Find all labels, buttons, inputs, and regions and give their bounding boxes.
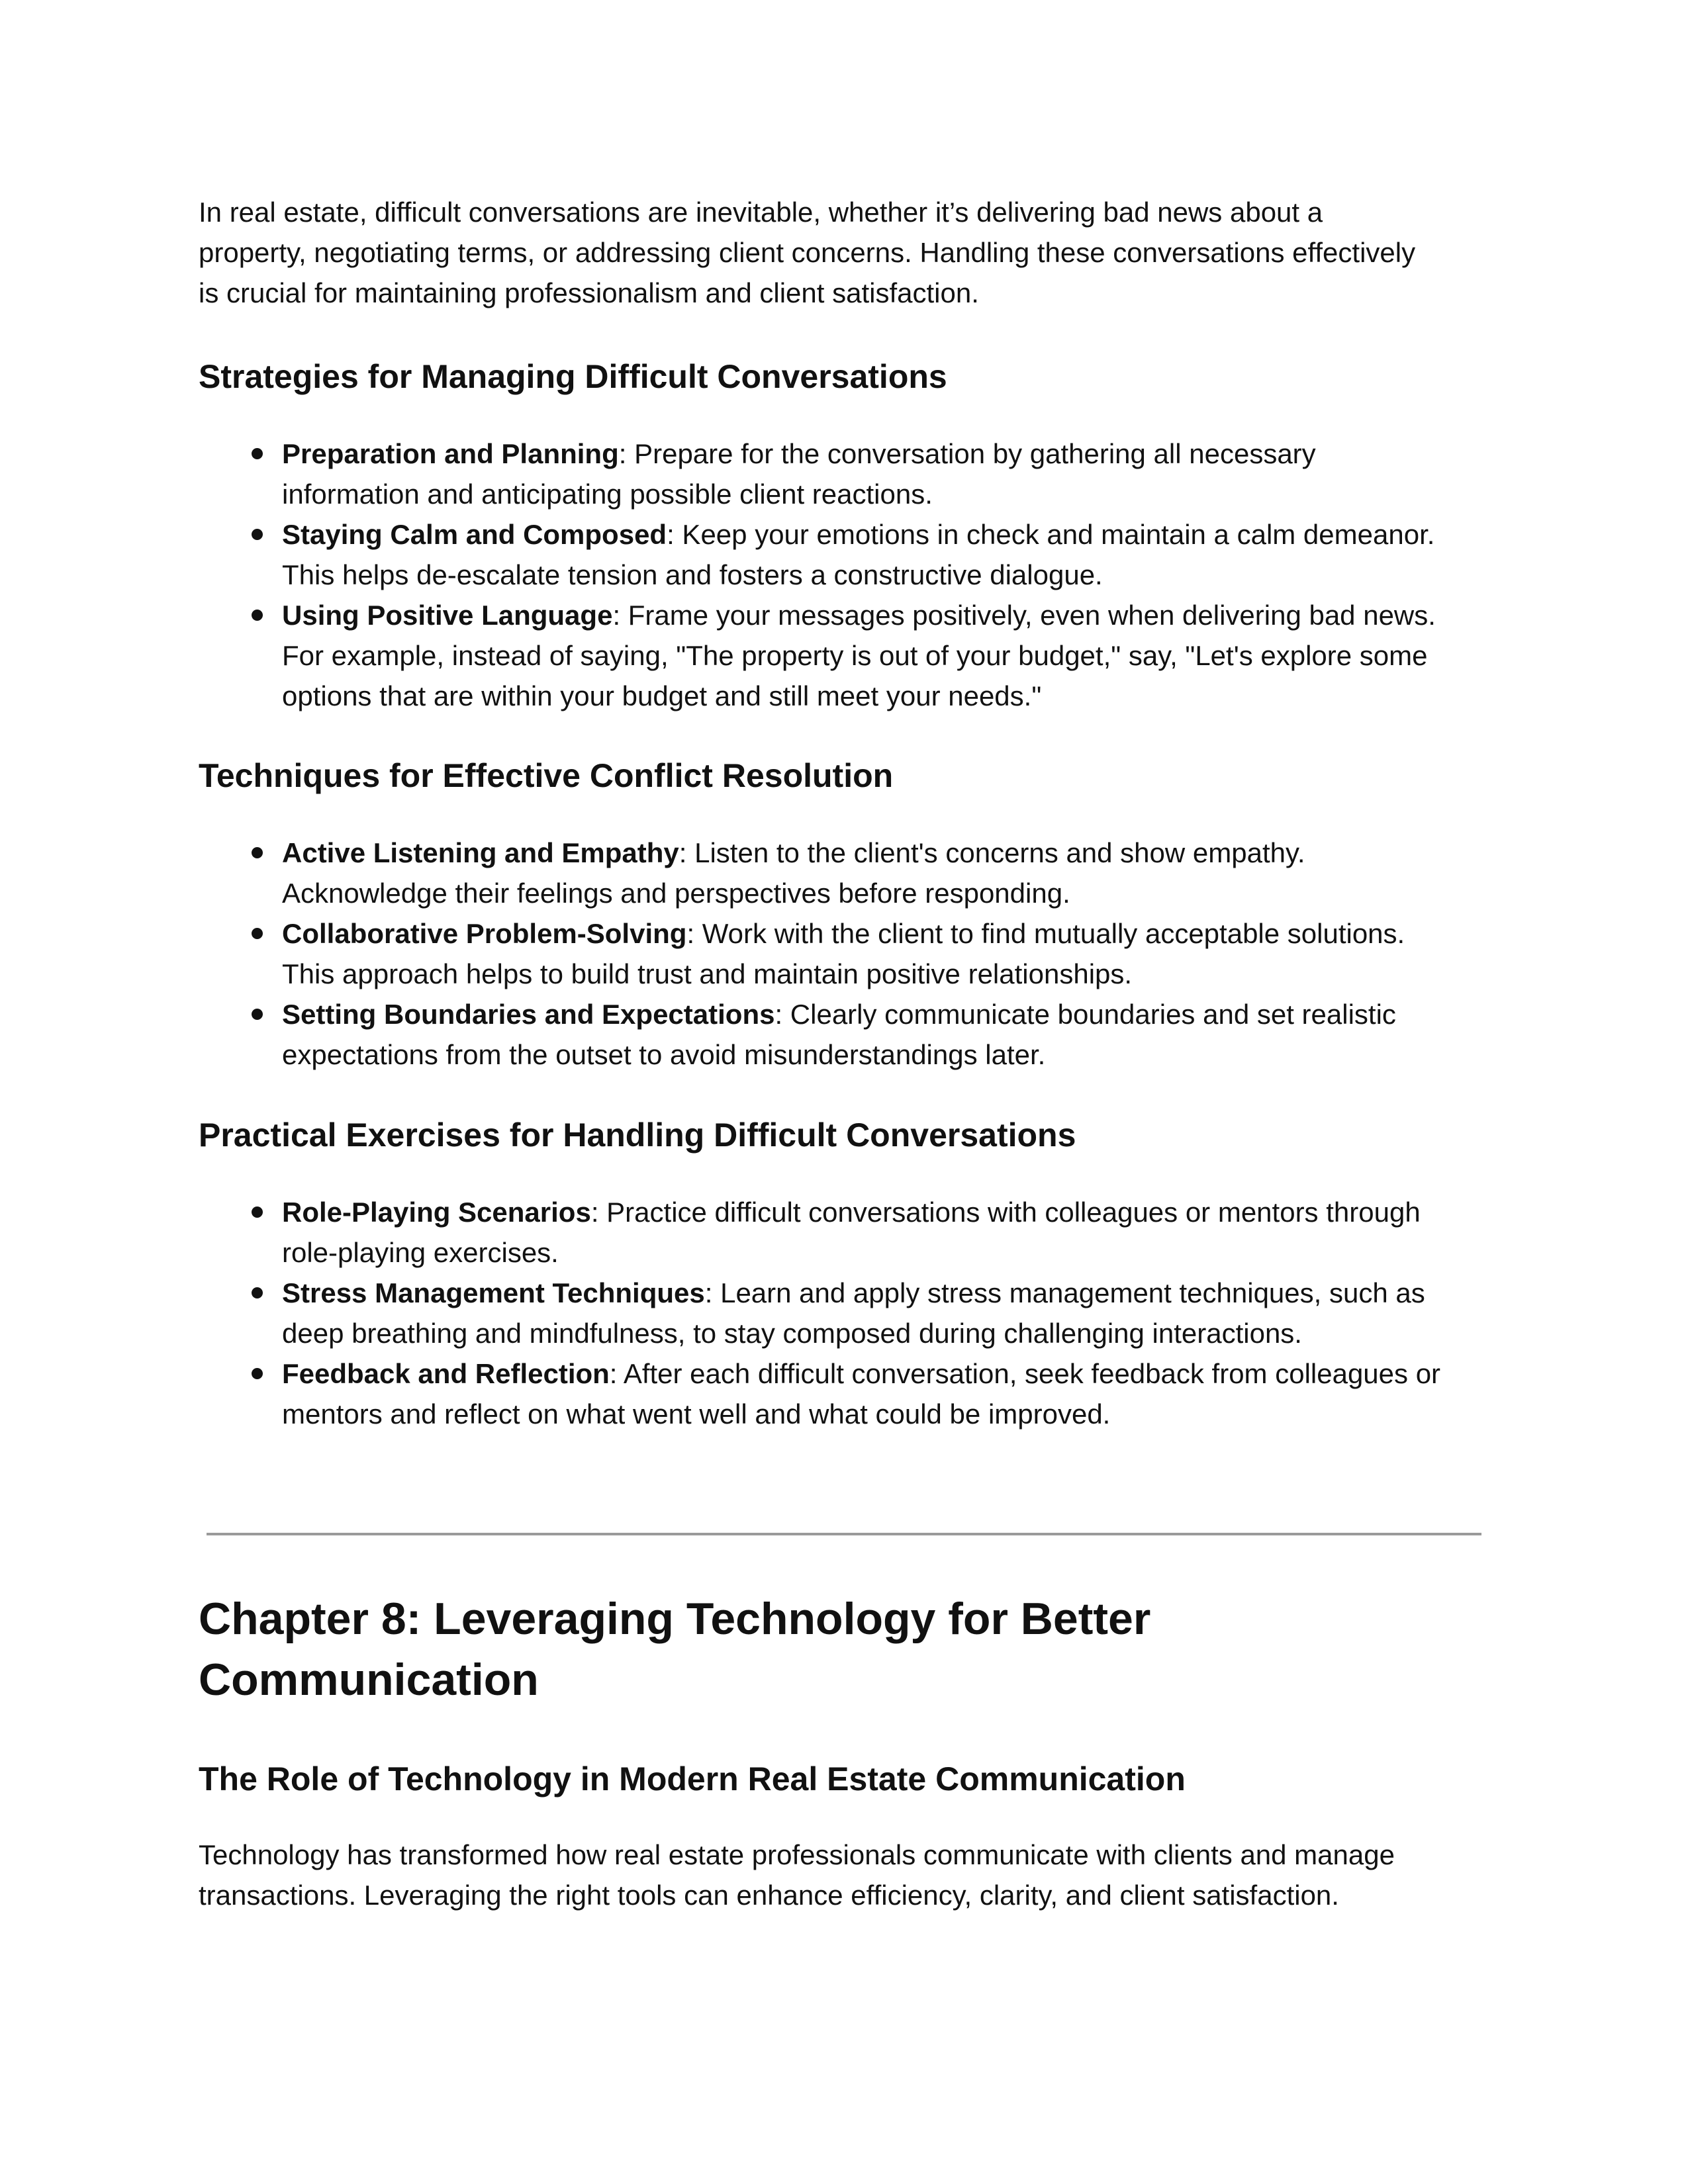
list-item	[199, 833, 1456, 913]
item-text: : Clearly communicate boundaries and set realistic expectations from the outset to avoid misunderstandings later.	[282, 999, 1396, 1070]
item-text: : Listen to the client's concerns and show empathy. Acknowledge their feelings and perspectives before responding.	[282, 837, 1305, 909]
list-item	[199, 514, 1456, 595]
exercises-list	[199, 1192, 1456, 1434]
bullet-icon	[252, 1287, 263, 1298]
item-text: : Learn and apply stress management techniques, such as deep breathing and mindfulness, to stay composed during challenging interactions.	[282, 1277, 1425, 1349]
item-text: : Work with the client to find mutually acceptable solutions. This approach helps to build trust and maintain positive relationships.	[282, 918, 1405, 989]
item-term: Active Listening and Empathy	[282, 837, 679, 868]
strategies-list	[199, 433, 1456, 716]
horizontal-divider	[207, 1533, 1481, 1535]
bullet-icon	[252, 1368, 263, 1379]
bullet-icon	[252, 529, 263, 540]
list-item	[199, 1192, 1456, 1273]
item-term: Feedback and Reflection	[282, 1358, 610, 1389]
section-heading-techniques: Techniques for Effective Conflict Resolution	[199, 757, 894, 794]
section-heading-exercises: Practical Exercises for Handling Difficult Conversations	[199, 1116, 1076, 1154]
item-text: : Keep your emotions in check and maintain a calm demeanor. This helps de-escalate tension and fosters a constructive dialogue.	[282, 519, 1435, 590]
item-text: : After each difficult conversation, seek feedback from colleagues or mentors and reflect on what went well and what could be improved.	[282, 1358, 1441, 1430]
list-item	[199, 595, 1456, 716]
list-item	[199, 1353, 1456, 1434]
list-item	[199, 994, 1456, 1075]
chapter-title: Chapter 8: Leveraging Technology for Better Communication	[199, 1594, 1151, 1705]
chapter-paragraph: Technology has transformed how real estate professionals communicate with clients and manage transactions. Leveraging the right tools can enhance efficiency, clarity, and client satisfaction.	[199, 1839, 1395, 1911]
intro-paragraph: In real estate, difficult conversations are inevitable, whether it’s delivering bad news about a property, negotiating terms, or addressing client concerns. Handling these conversations effectively is crucial for maintaining professionalism and client satisfaction.	[199, 197, 1416, 308]
item-term: Role-Playing Scenarios	[282, 1197, 591, 1228]
bullet-icon	[252, 610, 263, 621]
item-term: Preparation and Planning	[282, 438, 619, 469]
list-item	[199, 433, 1456, 514]
item-text: : Frame your messages positively, even when delivering bad news. For example, instead of saying, "The property is out of your budget," say, "Let's explore some options that are within your budget and still meet your needs."	[282, 600, 1436, 711]
bullet-icon	[252, 847, 263, 858]
bullet-icon	[252, 928, 263, 939]
bullet-icon	[252, 448, 263, 459]
item-text: : Prepare for the conversation by gathering all necessary information and anticipating possible client reactions.	[282, 438, 1316, 510]
chapter-subheading: The Role of Technology in Modern Real Estate Communication	[199, 1760, 1186, 1797]
item-term: Setting Boundaries and Expectations	[282, 999, 775, 1030]
list-item	[199, 913, 1456, 994]
section-heading-strategies: Strategies for Managing Difficult Conversations	[199, 358, 947, 395]
item-term: Collaborative Problem-Solving	[282, 918, 687, 949]
list-item	[199, 1273, 1456, 1353]
techniques-list	[199, 833, 1456, 1075]
item-term: Stress Management Techniques	[282, 1277, 705, 1308]
bullet-icon	[252, 1009, 263, 1020]
item-text: : Practice difficult conversations with colleagues or mentors through role-playing exercises.	[282, 1197, 1421, 1268]
item-term: Staying Calm and Composed	[282, 519, 667, 550]
bullet-icon	[252, 1206, 263, 1218]
item-term: Using Positive Language	[282, 600, 613, 631]
